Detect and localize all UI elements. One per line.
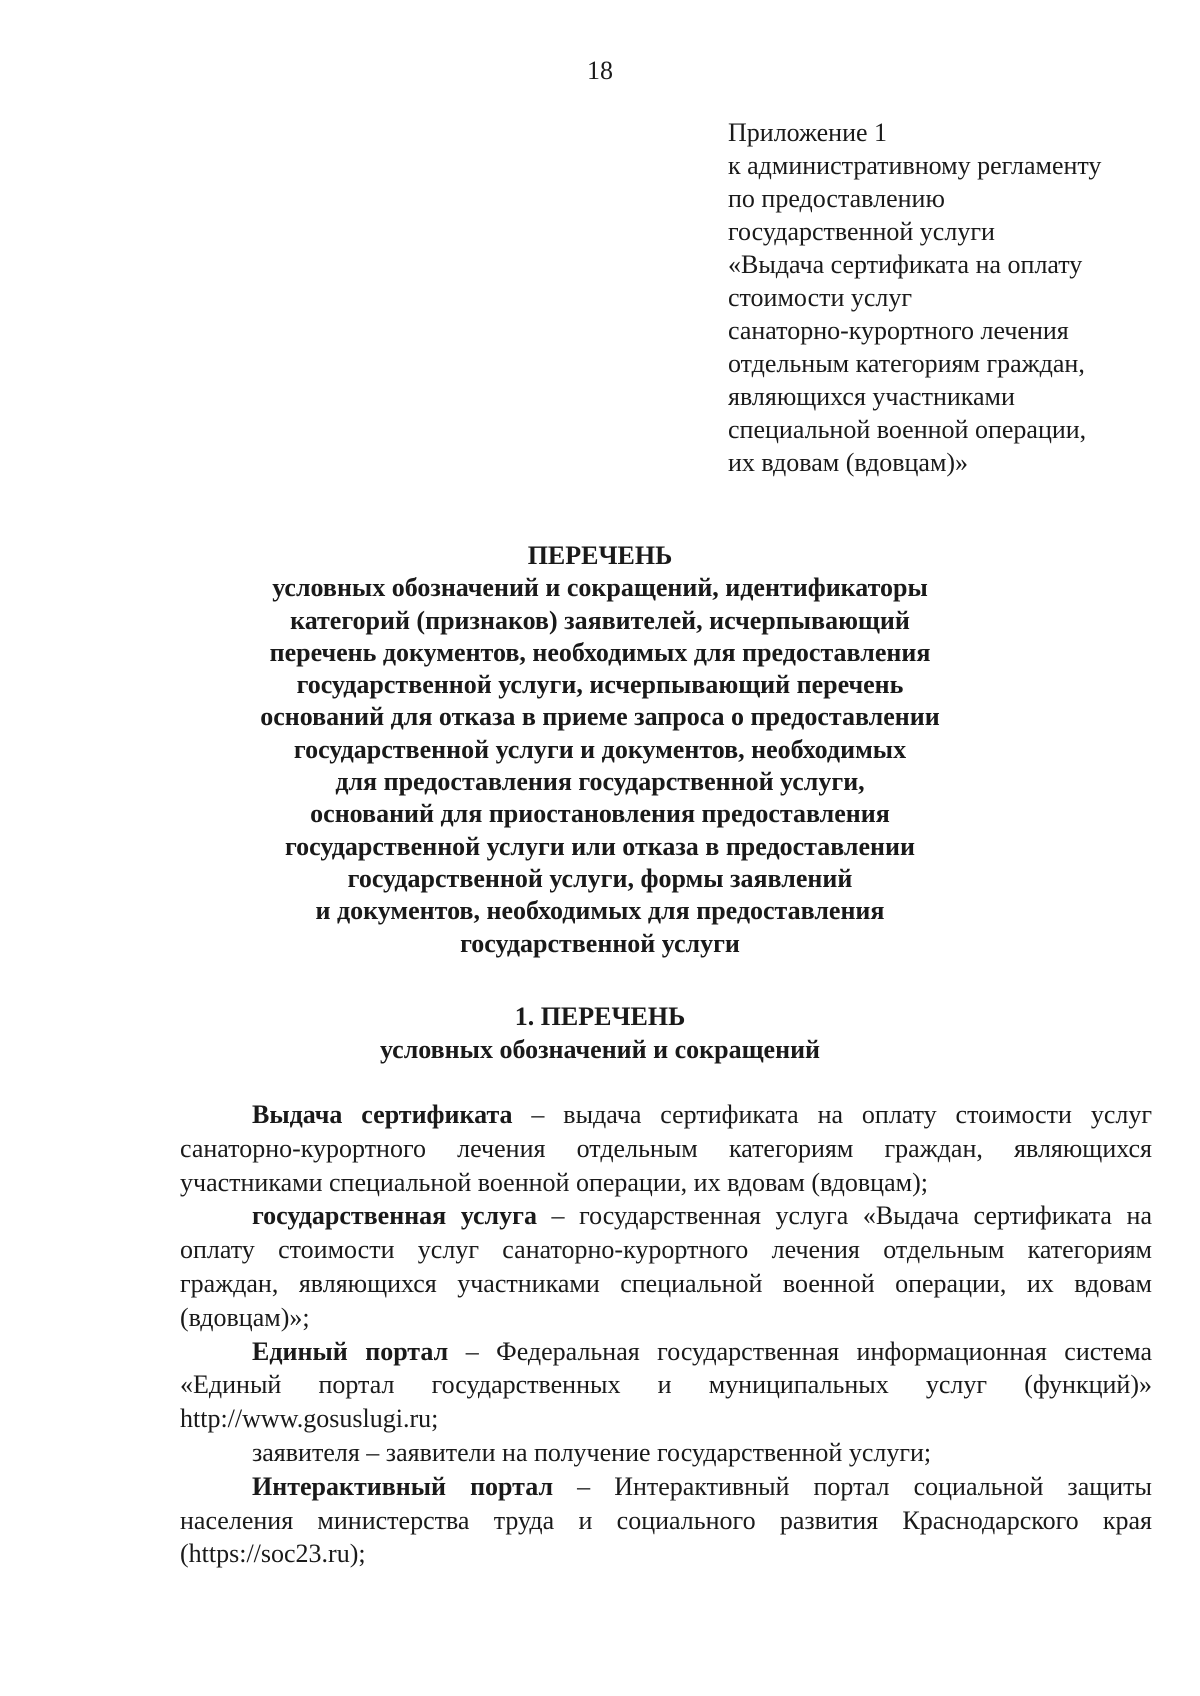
appendix-line: отдельным категориям граждан, bbox=[728, 349, 1085, 378]
title-line: условных обозначений и сокращений, идентификаторы bbox=[272, 573, 928, 603]
title-line: для предоставления государственной услуги, bbox=[335, 767, 865, 797]
title-line: категорий (признаков) заявителей, исчерпывающий bbox=[290, 605, 910, 635]
appendix-line: являющихся участниками bbox=[728, 382, 1015, 411]
definition-paragraph bbox=[180, 1436, 1152, 1470]
title-line: оснований для отказа в приеме запроса о предоставлении bbox=[260, 702, 940, 732]
definition-text: – Интерактивный портал социальной защиты населения министерства труда и социального развития Краснодарского края (https://soc23.ru); bbox=[180, 1471, 1153, 1569]
definition-text: – Федеральная государственная информационная система «Единый портал государственных и муниципальных услуг (функций)» http://www.gosuslugi.ru; bbox=[180, 1336, 1152, 1434]
page-number: 18 bbox=[587, 56, 613, 85]
section-subheading: условных обозначений и сокращений bbox=[379, 1035, 821, 1064]
document-title bbox=[0, 540, 1200, 960]
appendix-line: по предоставлению bbox=[728, 184, 945, 213]
title-line: государственной услуги, исчерпывающий перечень bbox=[296, 670, 904, 700]
appendix-line: Приложение 1 bbox=[728, 118, 888, 147]
title-line: государственной услуги, формы заявлений bbox=[347, 863, 853, 893]
title-heading: ПЕРЕЧЕНЬ bbox=[527, 541, 673, 570]
definition-term: государственная услуга bbox=[252, 1201, 537, 1231]
definitions-list bbox=[180, 1098, 1152, 1571]
appendix-line: «Выдача сертификата на оплату bbox=[728, 250, 1083, 279]
definition-paragraph bbox=[180, 1470, 1152, 1571]
title-line: государственной услуги или отказа в предоставлении bbox=[284, 831, 916, 861]
definition-term: Единый портал bbox=[252, 1336, 449, 1366]
title-line: государственной услуги bbox=[460, 928, 740, 958]
appendix-line: специальной военной операции, bbox=[728, 415, 1087, 444]
definition-paragraph bbox=[180, 1199, 1152, 1334]
appendix-line: стоимости услуг bbox=[728, 283, 913, 312]
definition-term: Выдача сертификата bbox=[252, 1100, 513, 1129]
definition-text: заявителя – заявители на получение государственной услуги; bbox=[252, 1437, 932, 1467]
title-line: государственной услуги и документов, необходимых bbox=[293, 734, 907, 764]
section-heading: 1. ПЕРЕЧЕНЬ bbox=[514, 1002, 686, 1031]
title-line: перечень документов, необходимых для предоставления bbox=[269, 637, 931, 667]
appendix-note bbox=[728, 116, 1148, 479]
title-line: и документов, необходимых для предоставления bbox=[315, 896, 885, 926]
appendix-line: их вдовам (вдовцам)» bbox=[728, 448, 969, 477]
definition-text: – выдача сертификата на оплату стоимости услуг санаторно-курортного лечения отдельным категориям граждан, являющихся участниками специальной военной операции, их вдовам (вдовцам); bbox=[180, 1100, 1153, 1197]
title-line: оснований для приостановления предоставления bbox=[310, 799, 890, 829]
definition-paragraph bbox=[180, 1335, 1152, 1436]
appendix-line: к административному регламенту bbox=[728, 151, 1102, 180]
definition-paragraph bbox=[180, 1098, 1152, 1199]
appendix-line: государственной услуги bbox=[728, 217, 995, 246]
section-1-title bbox=[0, 1000, 1200, 1066]
definition-text: – государственная услуга «Выдача сертификата на оплату стоимости услуг санаторно-курортного лечения отдельным категориям граждан, являющихся участниками специальной военной операции, их вдовам (вдовцам)»; bbox=[180, 1201, 1152, 1332]
definition-term: Интерактивный портал bbox=[252, 1471, 554, 1501]
appendix-line: санаторно-курортного лечения bbox=[728, 316, 1069, 345]
